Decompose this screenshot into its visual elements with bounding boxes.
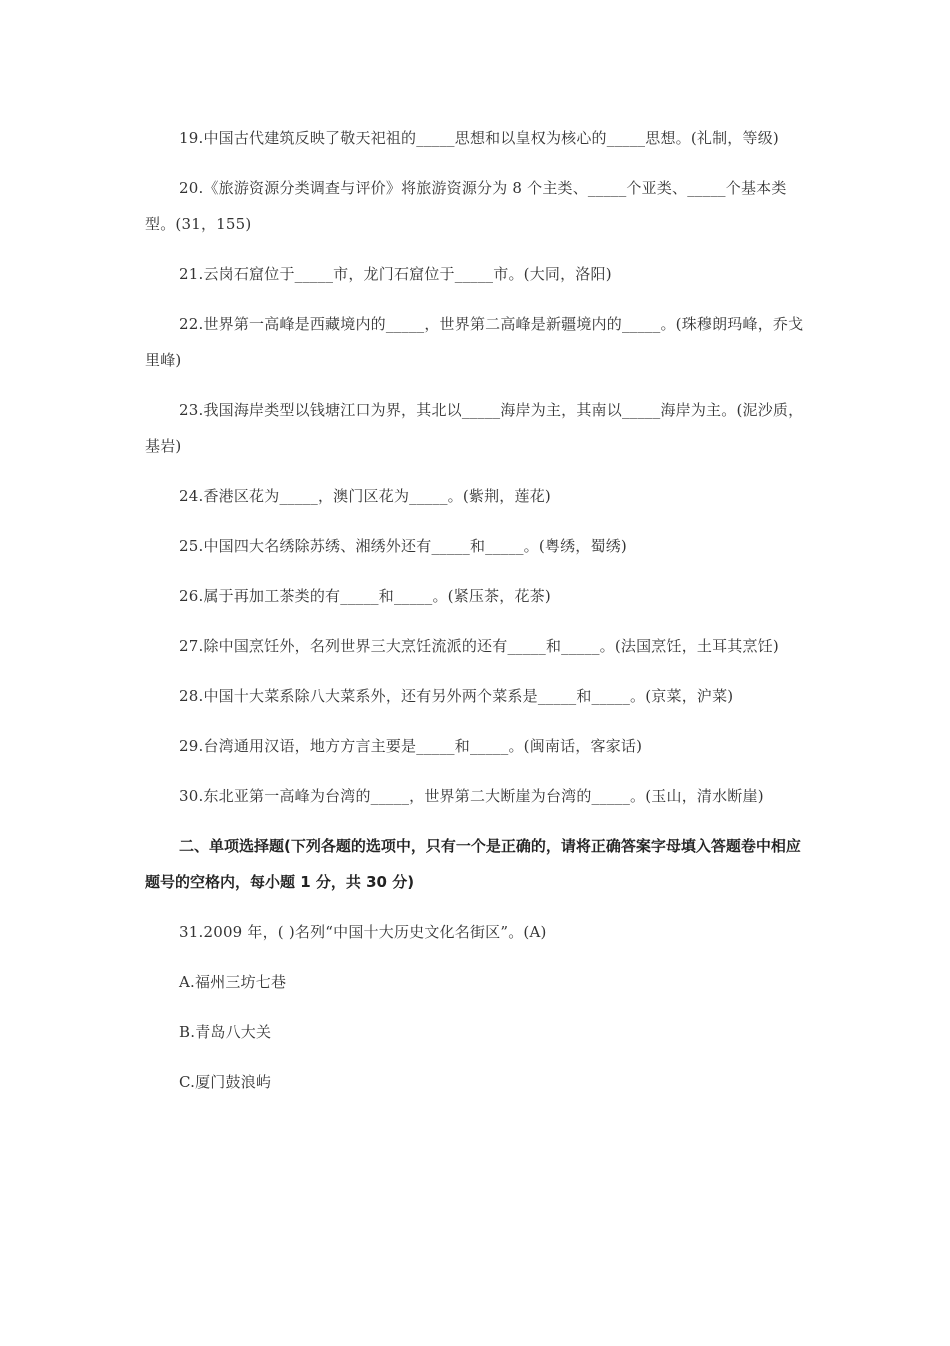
- question-31-option-b: B.青岛八大关: [179, 1023, 272, 1041]
- question-24: 24.香港区花为_____，澳门区花为_____。(紫荆，莲花): [179, 487, 551, 505]
- question-20: 20.《旅游资源分类调查与评价》将旅游资源分为 8 个主类、_____个亚类、_____个基本类型。(31，155): [145, 179, 787, 233]
- question-29: 29.台湾通用汉语，地方方言主要是_____和_____。(闽南话，客家话): [179, 737, 643, 755]
- question-27: 27.除中国烹饪外，名列世界三大烹饪流派的还有_____和_____。(法国烹饪，土耳其烹饪): [179, 637, 779, 655]
- question-21: 21.云岗石窟位于_____市，龙门石窟位于_____市。(大同，洛阳): [179, 265, 612, 283]
- question-23: 23.我国海岸类型以钱塘江口为界，其北以_____海岸为主，其南以_____海岸为主。(泥沙质，基岩): [145, 401, 804, 455]
- question-19: 19.中国古代建筑反映了敬天祀祖的_____思想和以皇权为核心的_____思想。(礼制，等级): [179, 129, 779, 147]
- question-31-stem: 31.2009 年，( )名列“中国十大历史文化名街区”。(A): [179, 923, 547, 941]
- question-25: 25.中国四大名绣除苏绣、湘绣外还有_____和_____。(粤绣，蜀绣): [179, 537, 627, 555]
- question-30: 30.东北亚第一高峰为台湾的_____，世界第二大断崖为台湾的_____。(玉山，清水断崖): [179, 787, 764, 805]
- question-28: 28.中国十大菜系除八大菜系外，还有另外两个菜系是_____和_____。(京菜，沪菜): [179, 687, 734, 705]
- section-heading: 二、单项选择题(下列各题的选项中，只有一个是正确的，请将正确答案字母填入答题卷中相应题号的空格内，每小题 1 分，共 30 分): [145, 837, 801, 891]
- document-page: [145, 120, 810, 1114]
- question-31-option-a: A.福州三坊七巷: [179, 973, 287, 991]
- question-31-option-c: C.厦门鼓浪屿: [179, 1073, 272, 1091]
- question-26: 26.属于再加工茶类的有_____和_____。(紧压茶，花茶): [179, 587, 551, 605]
- question-22: 22.世界第一高峰是西藏境内的_____，世界第二高峰是新疆境内的_____。(珠穆朗玛峰，乔戈里峰): [145, 315, 804, 369]
